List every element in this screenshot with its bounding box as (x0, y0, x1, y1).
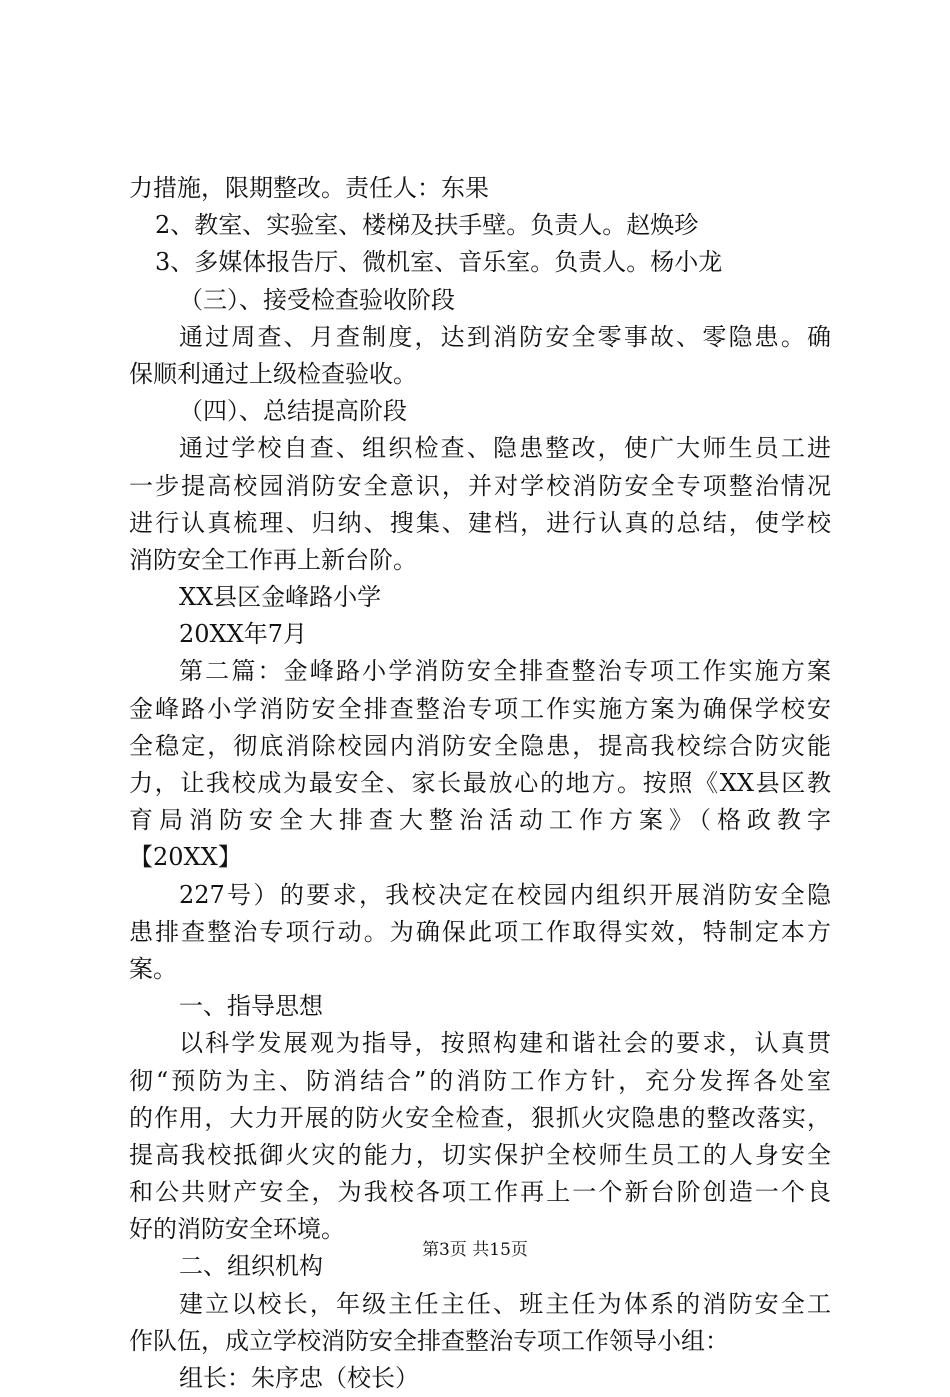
chapter-title: 第二篇：金峰路小学消防安全排查整治专项工作实施方案 (179, 657, 831, 686)
section-heading: 二、组织机构 (179, 1252, 323, 1281)
text-line: 力措施，限期整改。责任人：东果 (129, 174, 489, 202)
text-line: 患排查整治专项行动。为确保此项工作取得实效，特制定本方 (129, 917, 831, 946)
section-heading: （四）、总结提高阶段 (179, 397, 407, 426)
text-line: 建立以校长，年级主任主任、班主任为体系的消防安全工 (179, 1289, 831, 1318)
text-line: 提高我校抵御火灾的能力，切实保护全校师生员工的人身安全 (129, 1140, 831, 1169)
text-line: 227号）的要求，我校决定在校园内组织开展消防安全隐 (179, 880, 831, 909)
text-line: 通过学校自查、组织检查、隐患整改，使广大师生员工进 (179, 434, 831, 463)
document-body (129, 170, 831, 1397)
section-heading: （三）、接受检查验收阶段 (179, 285, 455, 314)
text-line: 组长：朱序忠（校长） (179, 1364, 419, 1392)
text-line: 的作用，大力开展的防火安全检查，狠抓火灾隐患的整改落实， (129, 1103, 831, 1132)
text-line: 作队伍，成立学校消防安全排查整治专项工作领导小组： (129, 1326, 729, 1355)
text-line: 3、多媒体报告厅、微机室、音乐室。负责人。杨小龙 (155, 248, 723, 277)
text-line: 消防安全工作再上新台阶。 (129, 545, 417, 574)
text-line: 案。 (129, 954, 177, 983)
text-line: 【20XX】 (129, 843, 242, 872)
signature-date: 20XX年7月 (179, 620, 307, 649)
text-line: 和公共财产安全，为我校各项工作再上一个新台阶创造一个良 (129, 1178, 831, 1207)
text-line: 育局消防安全大排查大整治活动工作方案》（格政教字 (129, 806, 831, 835)
text-line: 彻“预防为主、防消结合”的消防工作方针，充分发挥各处室 (129, 1066, 831, 1095)
text-line: 2、教室、实验室、楼梯及扶手壁。负责人。赵焕珍 (155, 211, 699, 240)
text-line: 通过周查、月查制度，达到消防安全零事故、零隐患。确 (179, 322, 831, 351)
text-line: 好的消防安全环境。 (129, 1215, 345, 1244)
text-line: 力，让我校成为最安全、家长最放心的地方。按照《XX县区教 (129, 769, 831, 797)
text-line: 一步提高校园消防安全意识，并对学校消防安全专项整治情况 (129, 471, 831, 500)
text-line: 全稳定，彻底消除校园内消防安全隐患，提高我校综合防灾能 (129, 731, 831, 760)
text-line: 金峰路小学消防安全排查整治专项工作实施方案为确保学校安 (129, 694, 831, 723)
text-line: 以科学发展观为指导，按照构建和谐社会的要求，认真贯 (179, 1029, 831, 1058)
section-heading: 一、指导思想 (179, 992, 323, 1021)
text-line: 进行认真梳理、归纳、搜集、建档，进行认真的总结，使学校 (129, 508, 831, 537)
signature-org: XX县区金峰路小学 (179, 583, 382, 612)
text-line: 保顺利通过上级检查验收。 (129, 359, 417, 388)
page-footer: 第3页 共15页 (422, 1240, 528, 1260)
